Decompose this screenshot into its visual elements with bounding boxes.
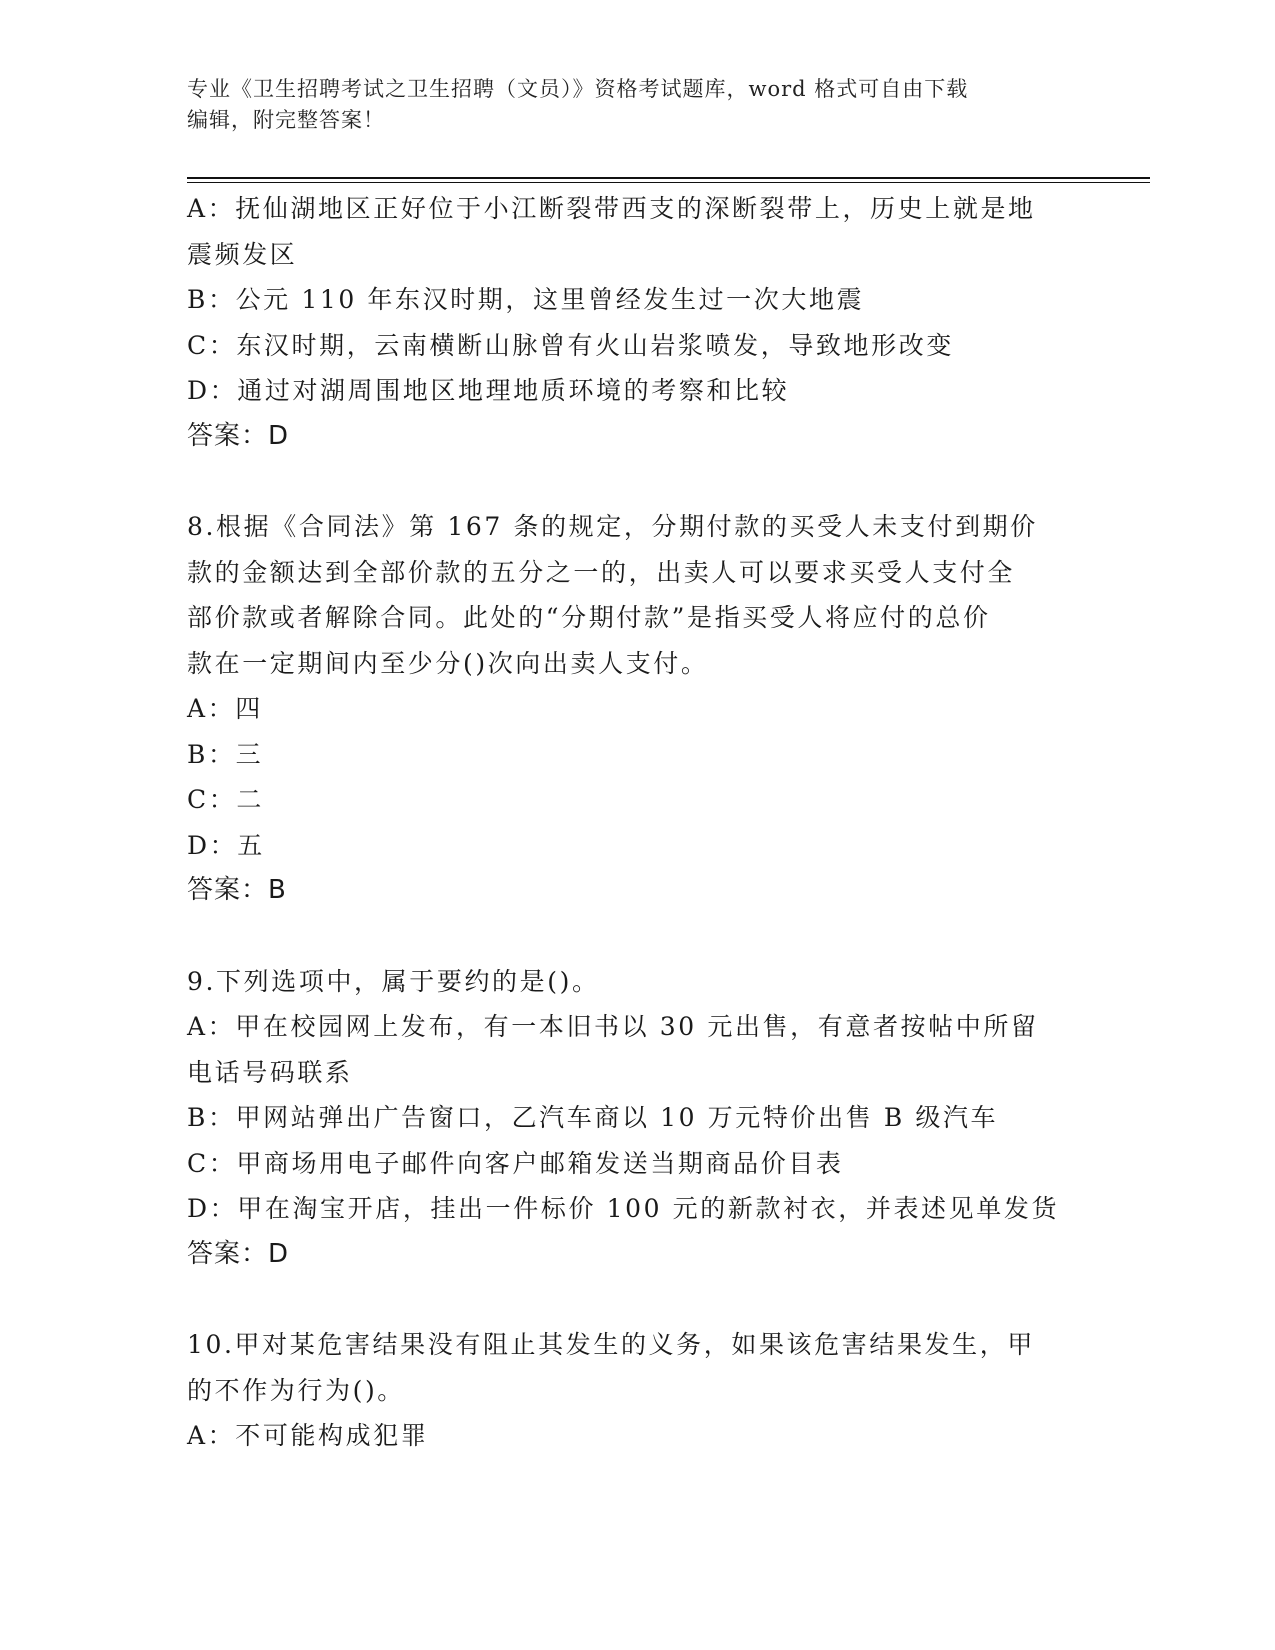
- q9-answer: 答案：D: [187, 1238, 290, 1269]
- header-divider-thin: [187, 182, 1150, 183]
- q10-stem-line-2: 的不作为行为()。: [187, 1375, 405, 1405]
- question-9: [187, 959, 1087, 1278]
- spacer: [187, 459, 1087, 504]
- q9-option-a-line-1: A：甲在校园网上发布，有一本旧书以 30 元出售，有意者按帖中所留: [187, 1012, 1039, 1041]
- q8-stem-line-2: 款的金额达到全部价款的五分之一的，出卖人可以要求买受人支付全: [187, 557, 1016, 587]
- q7-option-a-line-2: 震频发区: [187, 239, 298, 269]
- q7-option-b: B：公元 110 年东汉时期，这里曾经发生过一次大地震: [187, 285, 865, 314]
- q10-stem-line-1: 10.甲对某危害结果没有阻止其发生的义务，如果该危害结果发生，甲: [187, 1330, 1035, 1359]
- q7-option-d: D：通过对湖周围地区地理地质环境的考察和比较: [187, 376, 790, 405]
- q8-stem-line-3: 部价款或者解除合同。此处的“分期付款”是指买受人将应付的总价: [187, 603, 991, 632]
- question-10: [187, 1322, 1087, 1459]
- question-7: [187, 186, 1087, 459]
- q9-option-c: C：甲商场用电子邮件向客户邮箱发送当期商品价目表: [187, 1148, 844, 1178]
- q9-option-d: D：甲在淘宝开店，挂出一件标价 100 元的新款衬衣，并表述见单发货: [187, 1194, 1060, 1223]
- question-8: [187, 504, 1087, 914]
- spacer: [187, 1277, 1087, 1322]
- q9-stem: 9.下列选项中，属于要约的是()。: [187, 966, 600, 996]
- spacer: [187, 914, 1087, 959]
- q7-answer: 答案：D: [187, 420, 290, 451]
- q8-stem-line-4: 款在一定期间内至少分()次向出卖人支付。: [187, 648, 709, 678]
- header-line-1: 专业《卫生招聘考试之卫生招聘（文员）》资格考试题库，word 格式可自由下载: [187, 77, 969, 101]
- q8-option-c: C：二: [187, 785, 264, 814]
- q8-answer: 答案：B: [187, 875, 287, 905]
- q9-option-b: B：甲网站弹出广告窗口，乙汽车商以 10 万元特价出售 B 级汽车: [187, 1103, 999, 1132]
- question-list: [187, 186, 1087, 1459]
- q8-stem-line-1: 8.根据《合同法》第 167 条的规定，分期付款的买受人未支付到期价: [187, 512, 1038, 541]
- header-line-2: 编辑，附完整答案！: [187, 108, 385, 132]
- q8-option-d: D：五: [187, 830, 265, 860]
- header-divider-thick: [187, 177, 1150, 179]
- q9-option-a-line-2: 电话号码联系: [187, 1057, 353, 1087]
- q8-option-b: B：三: [187, 739, 264, 769]
- q7-option-a-line-1: A：抚仙湖地区正好位于小江断裂带西支的深断裂带上，历史上就是地: [187, 194, 1036, 223]
- page-header: [187, 74, 1067, 136]
- q7-option-c: C：东汉时期，云南横断山脉曾有火山岩浆喷发，导致地形改变: [187, 330, 954, 360]
- q8-option-a: A：四: [187, 694, 263, 723]
- q10-option-a: A：不可能构成犯罪: [187, 1421, 429, 1450]
